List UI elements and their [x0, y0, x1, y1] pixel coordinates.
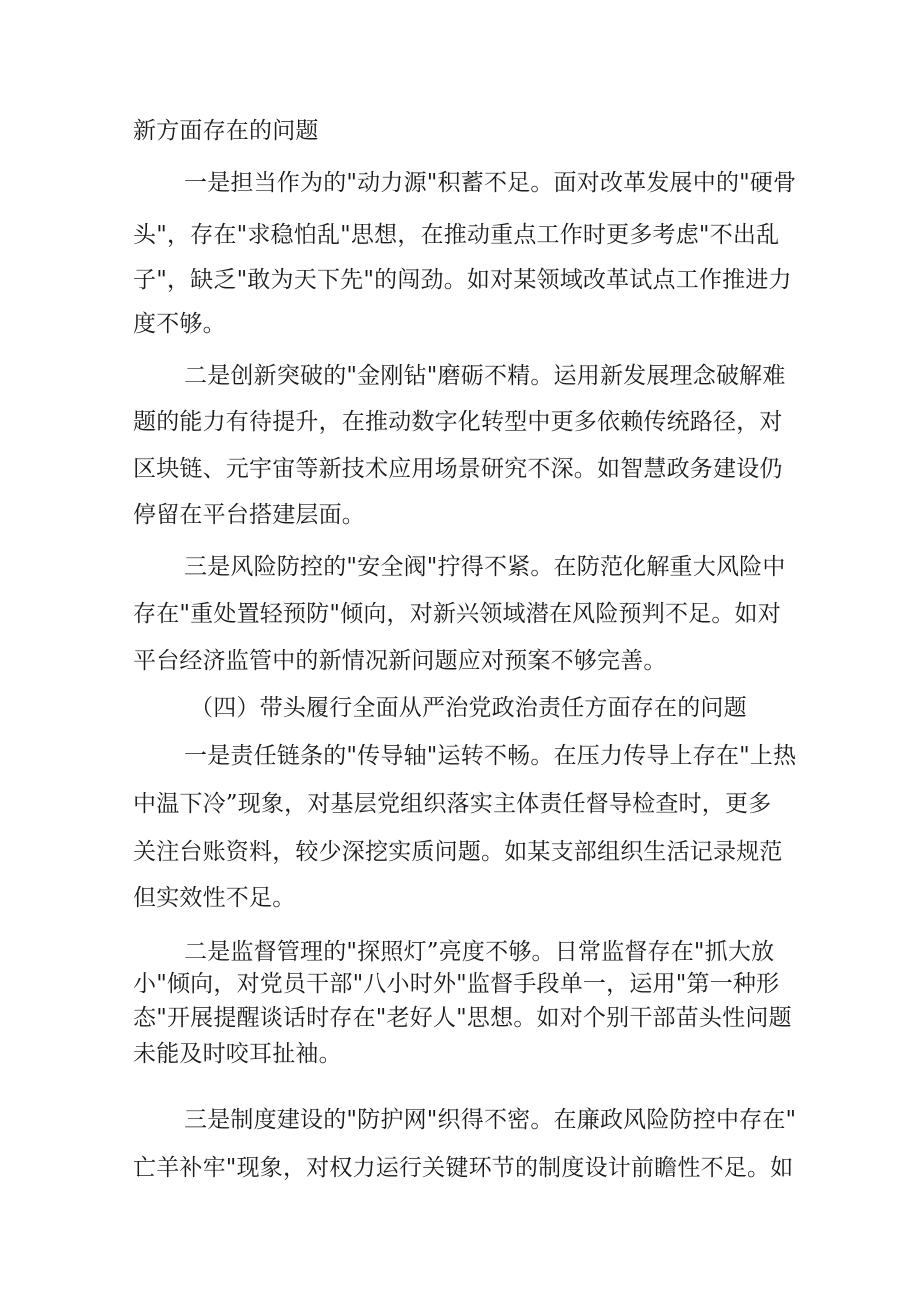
text-line: 存在"重处置轻预防"倾向，对新兴领域潜在风险预判不足。如对	[133, 601, 781, 627]
section-heading: （四）带头履行全面从严治党政治责任方面存在的问题	[190, 695, 747, 721]
text-line: 停留在平台搭建层面。	[133, 502, 365, 528]
text-line: 题的能力有待提升，在推动数字化转型中更多依赖传统路径，对	[133, 409, 783, 435]
text-line: 中温下冷”现象，对基层党组织落实主体责任督导检查时，更多	[133, 791, 772, 817]
paragraph-first-line: 二是监督管理的"探照灯”亮度不够。日常监督存在"抓大放	[184, 939, 775, 965]
text-line: 态"开展提醒谈话时存在"老好人"思想。如对个别干部苗头性问题	[133, 1005, 792, 1031]
text-line: 关注台账资料，较少深挖实质问题。如某支部组织生活记录规范	[133, 839, 783, 865]
text-line: 未能及时咬耳扯袖。	[133, 1041, 342, 1067]
paragraph-first-line: 一是责任链条的"传导轴"运转不畅。在压力传导上存在"上热	[184, 743, 797, 769]
text-line: 头"，存在"求稳怕乱"思想，在推动重点工作时更多考虑"不出乱	[133, 222, 780, 248]
text-line: 小"倾向，对党员干部"八小时外"监督手段单一，运用"第一种形	[133, 971, 780, 997]
paragraph-first-line: 三是制度建设的"防护网"织得不密。在廉政风险防控中存在"	[184, 1107, 797, 1133]
paragraph-first-line: 二是创新突破的"金刚钻"磨砺不精。运用新发展理念破解难	[184, 363, 786, 389]
text-line: 平台经济监管中的新情况新问题应对预案不够完善。	[133, 648, 667, 674]
text-line: 亡羊补牢"现象，对权力运行关键环节的制度设计前瞻性不足。如	[133, 1155, 794, 1181]
text-line: 子"，缺乏"敢为天下先"的闯劲。如对某领域改革试点工作推进力	[133, 267, 792, 293]
text-line: 度不够。	[133, 311, 226, 337]
paragraph-first-line: 一是担当作为的"动力源"积蓄不足。面对改革发展中的"硬骨	[184, 170, 797, 196]
text-line: 新方面存在的问题	[133, 118, 319, 144]
paragraph-first-line: 三是风险防控的"安全阀"拧得不紧。在防范化解重大风险中	[184, 554, 786, 580]
text-line: 区块链、元宇宙等新技术应用场景研究不深。如智慧政务建设仍	[133, 456, 783, 482]
text-line: 但实效性不足。	[133, 885, 296, 911]
